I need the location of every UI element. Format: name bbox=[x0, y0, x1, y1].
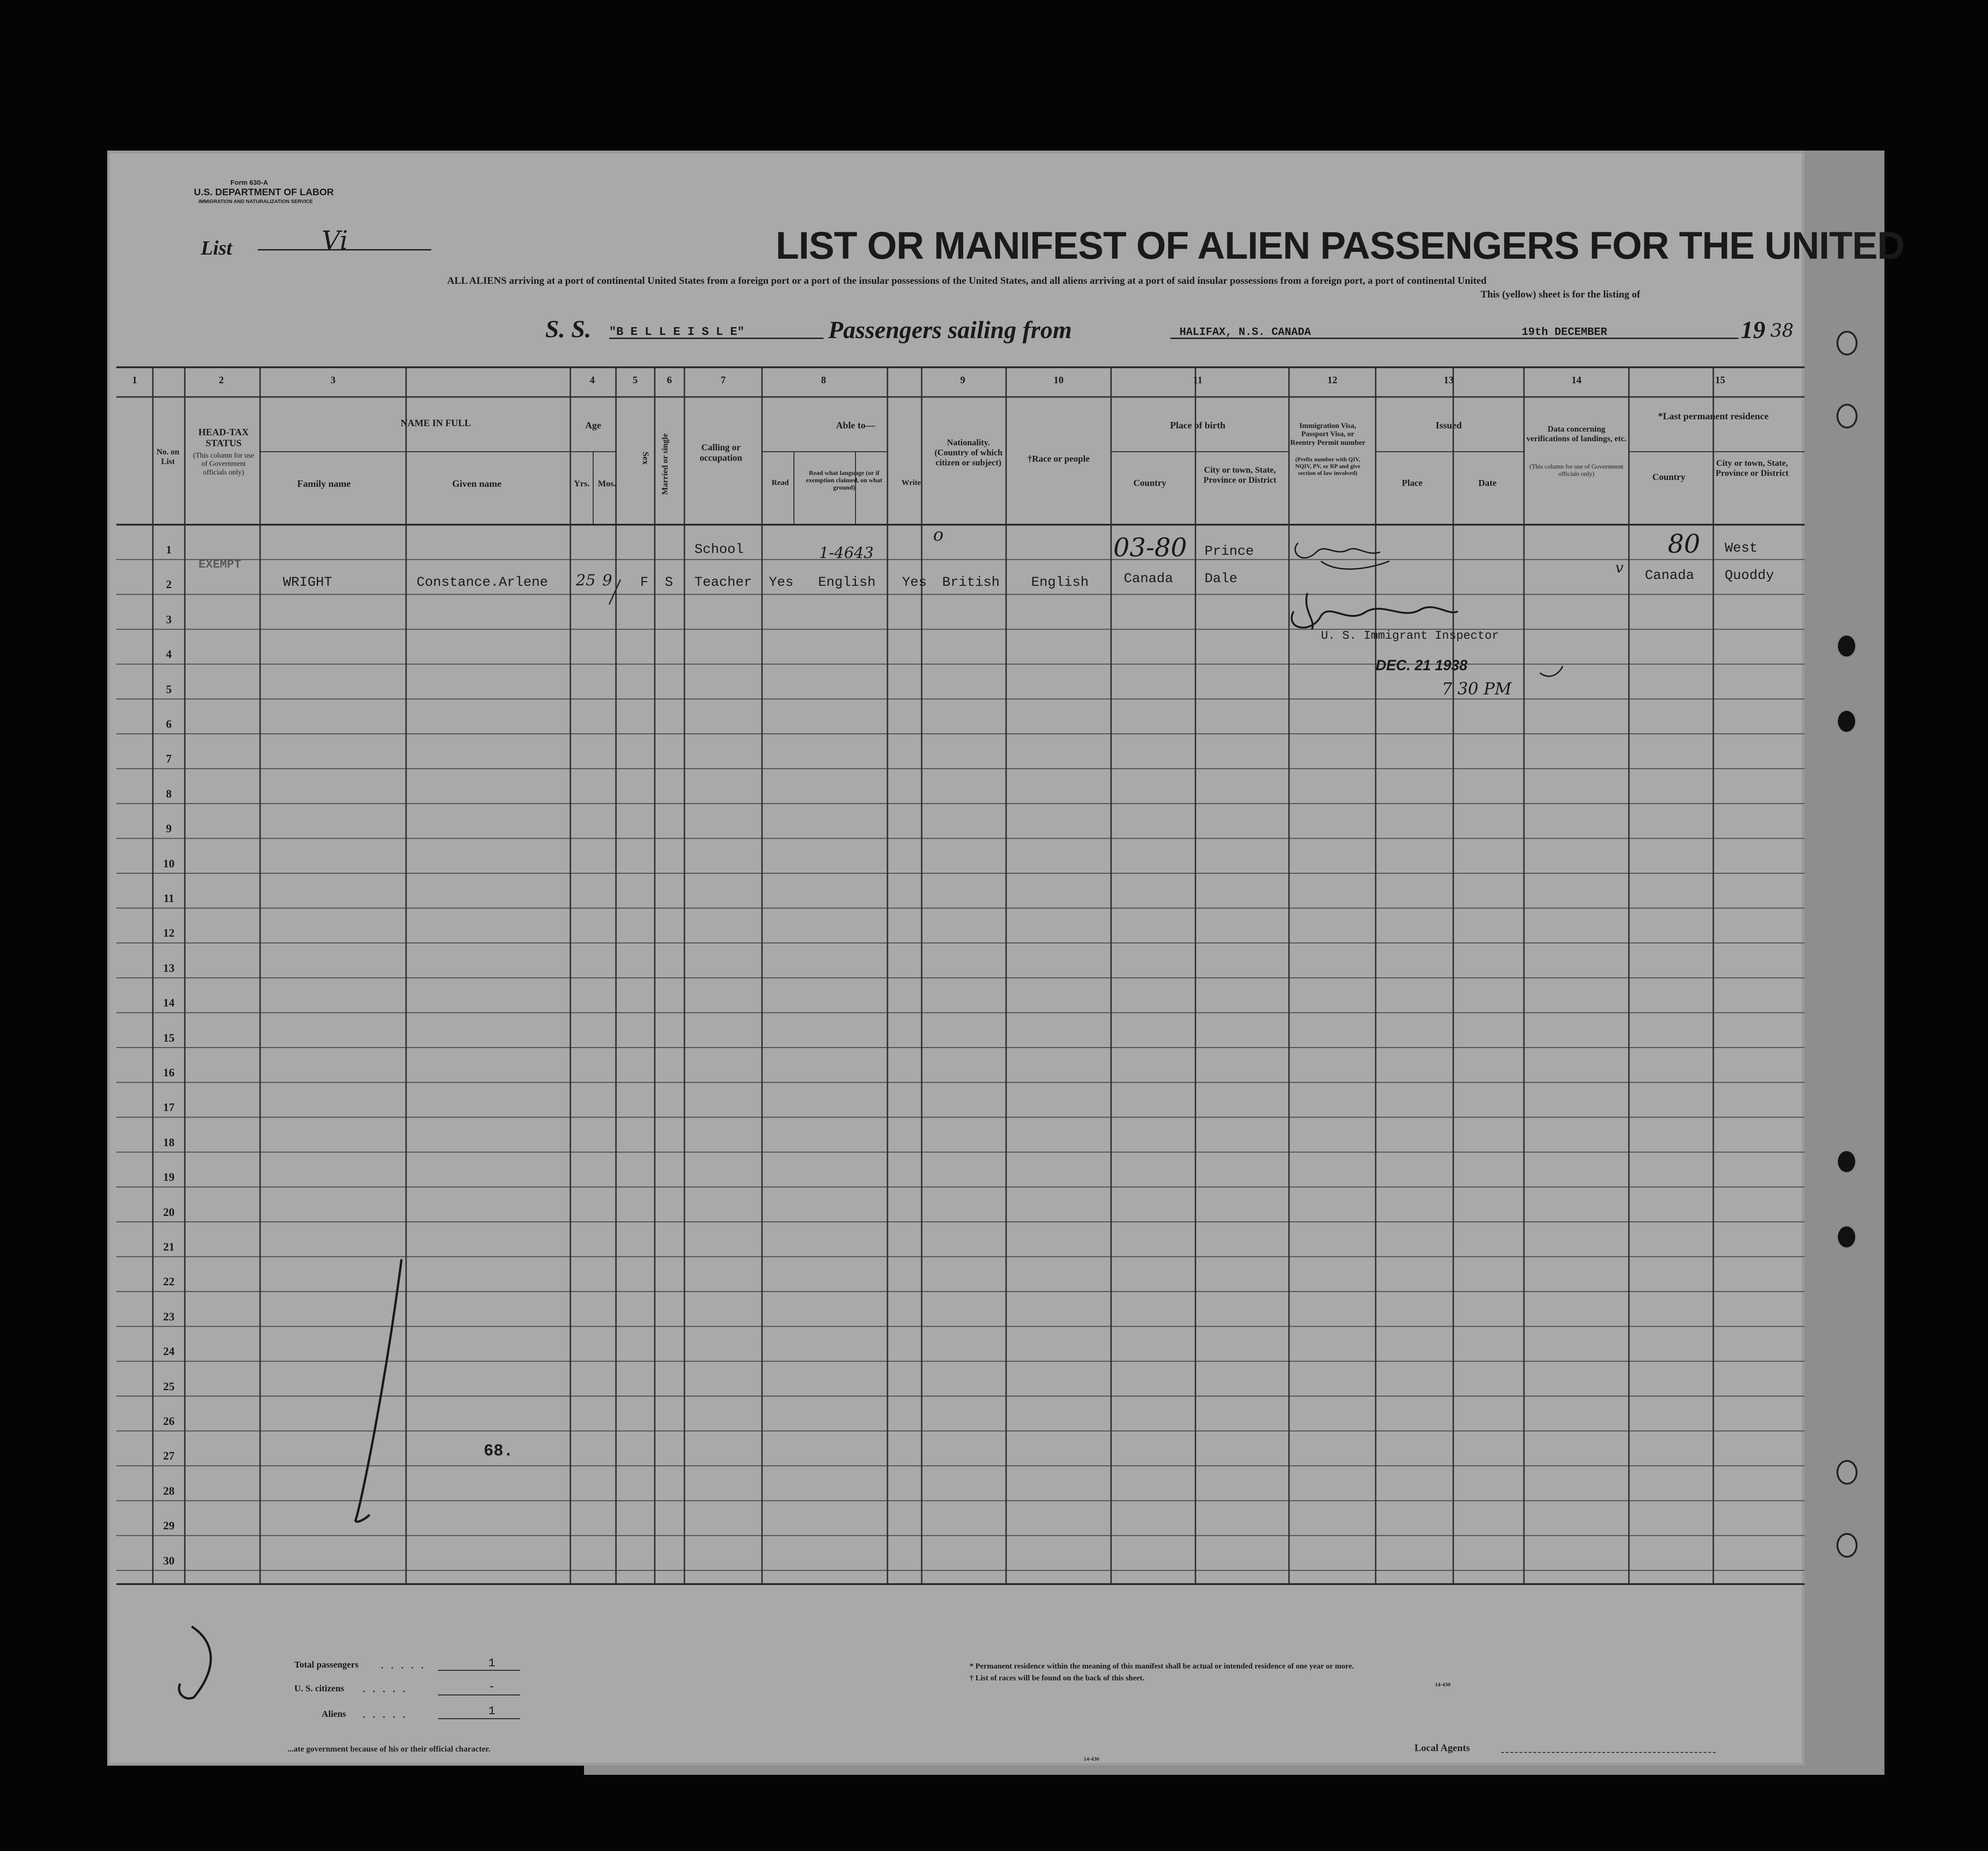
column-number: 5 bbox=[632, 374, 638, 386]
column-number: 3 bbox=[330, 374, 336, 386]
inspector-date-stamp: DEC. 21 1938 bbox=[1376, 657, 1468, 673]
header-yrs: Yrs. bbox=[574, 479, 590, 489]
occupation-line-1: School bbox=[694, 542, 744, 558]
header-write: Write bbox=[901, 478, 921, 487]
birth-code: 03-80 bbox=[1113, 533, 1187, 563]
row-number: 24 bbox=[163, 1345, 175, 1358]
header-race: †Race or people bbox=[1027, 454, 1090, 464]
row-number: 30 bbox=[163, 1554, 175, 1567]
total-passengers-value: 1 bbox=[488, 1656, 496, 1670]
header-landings-note: (This column for use of Government officials only) bbox=[1529, 464, 1623, 478]
punch-hole bbox=[1837, 1460, 1858, 1485]
header-res-country: Country bbox=[1652, 472, 1685, 482]
list-label: List bbox=[201, 237, 232, 259]
header-sex: Sex bbox=[641, 452, 650, 465]
column-number: 13 bbox=[1444, 374, 1454, 386]
footnote-races: † List of races will be found on the back of this sheet. bbox=[970, 1674, 1144, 1682]
age-yrs-cell: 25 bbox=[576, 571, 596, 589]
birth-city-line-2: Dale bbox=[1205, 571, 1238, 587]
local-agents-label: Local Agents bbox=[1414, 1742, 1470, 1753]
row-number: 12 bbox=[163, 927, 175, 940]
row-number: 10 bbox=[163, 857, 175, 870]
column-number: 4 bbox=[590, 374, 595, 386]
row-number: 5 bbox=[166, 683, 172, 696]
column-number: 10 bbox=[1054, 374, 1064, 386]
res-country-cell: Canada bbox=[1645, 568, 1695, 584]
form-number: Form 630-A bbox=[230, 179, 268, 187]
header-place-of-birth: Place of birth bbox=[1170, 420, 1226, 431]
year-suffix: 38 bbox=[1770, 320, 1794, 341]
row-number: 21 bbox=[163, 1241, 175, 1253]
year-prefix: 19 bbox=[1741, 316, 1765, 344]
header-head-tax: HEAD-TAX STATUS bbox=[198, 427, 249, 449]
head-tax-stamp: EXEMPT bbox=[198, 558, 241, 571]
marital-cell: S bbox=[665, 575, 673, 590]
header-issued: Issued bbox=[1435, 420, 1462, 431]
inspector-title: U. S. Immigrant Inspector bbox=[1321, 629, 1499, 642]
row-number: 3 bbox=[166, 613, 172, 626]
header-issued-place: Place bbox=[1402, 478, 1423, 488]
header-birth-city: City or town, State, Province or District bbox=[1203, 465, 1277, 485]
punch-hole bbox=[1837, 1533, 1858, 1558]
citizens-label: U. S. citizens bbox=[294, 1684, 344, 1694]
sailing-label: Passengers sailing from bbox=[828, 316, 1072, 344]
column-number: 15 bbox=[1715, 374, 1725, 386]
header-given-name: Given name bbox=[452, 478, 501, 489]
pen-stroke-mark bbox=[355, 1259, 402, 1522]
row-number: 26 bbox=[163, 1415, 175, 1428]
header-calling: Calling or occupation bbox=[699, 443, 742, 463]
citizens-dots: . . . . . bbox=[363, 1684, 408, 1695]
language-note: 1-4643 bbox=[819, 544, 874, 562]
row-number: 11 bbox=[163, 892, 174, 905]
header-res-city: City or town, State, Province or District bbox=[1716, 459, 1789, 478]
inspector-signature bbox=[1284, 525, 1576, 716]
header-age: Age bbox=[585, 420, 601, 431]
header-family-name: Family name bbox=[297, 478, 351, 489]
header-read-language: Read what language (or if exemption claimed, on what ground) bbox=[806, 470, 882, 492]
corner-pen-mark bbox=[179, 1627, 211, 1699]
row-number: 4 bbox=[166, 648, 172, 661]
aliens-label: Aliens bbox=[322, 1709, 346, 1719]
page-title: LIST OR MANIFEST OF ALIEN PASSENGERS FOR THE UNITED bbox=[776, 224, 1905, 267]
header-issued-date: Date bbox=[1478, 478, 1497, 488]
header-visa: Immigration Visa, Passport Visa, or Reentry Permit number bbox=[1290, 422, 1366, 447]
row-number: 18 bbox=[163, 1136, 175, 1149]
birth-country-cell: Canada bbox=[1124, 571, 1174, 587]
total-dots: . . . . . bbox=[381, 1661, 426, 1671]
punch-hole bbox=[1837, 634, 1857, 658]
given-name-cell: Constance.Arlene bbox=[417, 575, 548, 590]
subtitle-line-2: This (yellow) sheet is for the listing of bbox=[1481, 288, 1640, 300]
nationality-mark: o bbox=[933, 525, 944, 545]
landing-check-mark: v bbox=[1615, 559, 1624, 576]
header-no-on-list: No. on List bbox=[156, 447, 179, 466]
column-number: 2 bbox=[219, 374, 224, 386]
header-able-to: Able to— bbox=[836, 420, 875, 431]
race-cell: English bbox=[1031, 575, 1089, 590]
total-passengers-label: Total passengers bbox=[294, 1660, 359, 1670]
row-number: 16 bbox=[163, 1067, 175, 1079]
row-number: 29 bbox=[163, 1520, 175, 1533]
citizens-value: - bbox=[488, 1680, 496, 1694]
row-number: 2 bbox=[166, 579, 172, 591]
under-sheet-text: ...ate government because of his or their official character. bbox=[287, 1744, 490, 1753]
read-cell: Yes bbox=[769, 575, 794, 590]
header-landings: Data concerning verifications of landings, etc. bbox=[1526, 424, 1627, 443]
aliens-dots: . . . . . bbox=[363, 1710, 408, 1720]
header-mos: Mos. bbox=[598, 479, 616, 489]
header-head-tax-note: (This column for use of Government officials only) bbox=[193, 452, 254, 476]
row-number: 7 bbox=[166, 753, 172, 766]
punch-hole bbox=[1837, 404, 1858, 428]
row-number: 17 bbox=[163, 1101, 175, 1114]
punch-hole bbox=[1837, 331, 1858, 355]
row-number: 1 bbox=[166, 544, 172, 556]
list-value: Vi bbox=[322, 226, 348, 255]
sailing-date: 19th DECEMBER bbox=[1522, 326, 1607, 339]
date-underline bbox=[1515, 338, 1738, 339]
res-city-line-2: Quoddy bbox=[1725, 568, 1774, 584]
sex-cell: F bbox=[640, 575, 649, 590]
column-number: 6 bbox=[667, 374, 672, 386]
under-sheet-code: 14-430 bbox=[1084, 1756, 1099, 1762]
write-cell: Yes bbox=[902, 575, 927, 590]
column-number: 8 bbox=[821, 374, 826, 386]
punch-hole bbox=[1837, 1150, 1857, 1173]
inspector-time: 7 30 PM bbox=[1442, 680, 1512, 699]
punch-hole bbox=[1837, 709, 1857, 733]
header-nationality: Nationality. (Country of which citizen or subject) bbox=[934, 438, 1002, 468]
ship-underline bbox=[609, 338, 824, 339]
column-number: 12 bbox=[1327, 374, 1337, 386]
aliens-underline bbox=[438, 1718, 520, 1719]
column-number: 1 bbox=[132, 374, 137, 386]
residence-code: 80 bbox=[1668, 529, 1701, 559]
print-code: 14-430 bbox=[1435, 1681, 1451, 1688]
occupation-line-2: Teacher bbox=[694, 575, 752, 590]
row-number: 6 bbox=[166, 718, 172, 730]
ship-name: "B E L L E I S L E" bbox=[609, 325, 745, 339]
footnote-residence: * Permanent residence within the meaning of this manifest shall be actual or intended residence of one year or more. bbox=[970, 1662, 1354, 1670]
header-name-in-full: NAME IN FULL bbox=[400, 417, 471, 428]
local-agents-line bbox=[1501, 1752, 1716, 1753]
header-birth-country: Country bbox=[1133, 478, 1167, 488]
header-last-residence: *Last permanent residence bbox=[1658, 411, 1769, 422]
row-number: 9 bbox=[166, 823, 172, 835]
aliens-value: 1 bbox=[488, 1704, 496, 1718]
header-visa-note: (Prefix number with QIV, NQIV, PV, or RP and give section of law involved) bbox=[1295, 456, 1361, 476]
header-read: Read bbox=[772, 478, 789, 487]
column-number: 14 bbox=[1571, 374, 1581, 386]
punch-hole bbox=[1837, 1225, 1857, 1249]
row-number: 8 bbox=[166, 787, 172, 800]
nationality-cell: British bbox=[942, 575, 1000, 590]
family-name-cell: WRIGHT bbox=[283, 575, 333, 590]
service-label: IMMIGRATION AND NATURALIZATION SERVICE bbox=[198, 199, 313, 204]
row-number: 28 bbox=[163, 1485, 175, 1497]
table-grid bbox=[107, 151, 1805, 1766]
res-city-line-1: West bbox=[1725, 541, 1758, 556]
row-number: 19 bbox=[163, 1171, 175, 1184]
row-number: 27 bbox=[163, 1450, 175, 1463]
row-number: 15 bbox=[163, 1032, 175, 1044]
row-number: 25 bbox=[163, 1380, 175, 1393]
birth-city-line-1: Prince bbox=[1205, 544, 1254, 559]
ss-label: S. S. bbox=[545, 315, 591, 343]
column-number: 7 bbox=[720, 374, 726, 386]
manifest-sheet bbox=[107, 151, 1905, 1766]
row-number: 22 bbox=[163, 1276, 175, 1288]
language-cell: English bbox=[818, 575, 876, 590]
row-number: 20 bbox=[163, 1206, 175, 1219]
row-number: 23 bbox=[163, 1310, 175, 1323]
header-married: Married or single bbox=[660, 433, 669, 495]
row-number: 13 bbox=[163, 962, 175, 975]
port-value: HALIFAX, N.S. CANADA bbox=[1179, 326, 1311, 339]
total-underline bbox=[438, 1670, 520, 1671]
marginal-count: 68. bbox=[484, 1442, 513, 1460]
age-mos-cell: 9 bbox=[602, 571, 612, 589]
department-label: U.S. DEPARTMENT OF LABOR bbox=[194, 187, 334, 198]
column-number: 9 bbox=[960, 374, 965, 386]
row-number: 14 bbox=[163, 997, 175, 1010]
subtitle-line-1: ALL ALIENS arriving at a port of continental United States from a foreign port or a port of the insular possessions of the United States, and all aliens arriving at a port of said insular possessions from a foreign port, a port of continental United bbox=[447, 275, 1487, 286]
column-number: 11 bbox=[1193, 374, 1203, 386]
